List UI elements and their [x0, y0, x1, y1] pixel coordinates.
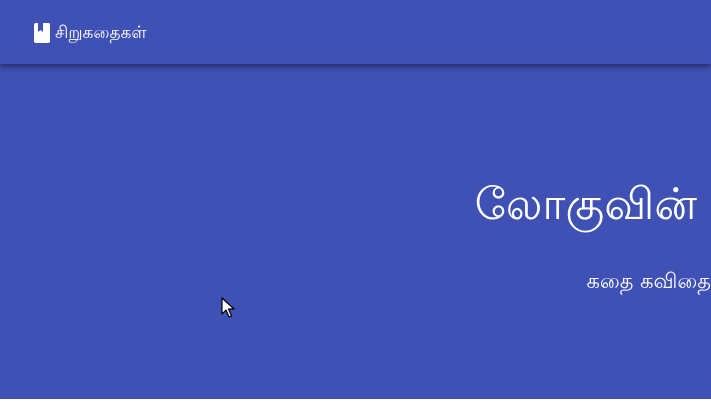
brand-label: சிறுகதைகள் [55, 23, 147, 43]
brand-link[interactable] [33, 21, 147, 45]
top-navbar [0, 0, 711, 64]
mouse-pointer-icon [221, 297, 235, 319]
hero-subtitle: கதை கவிதை [586, 269, 711, 293]
hero-title: லோகுவின் [474, 179, 697, 230]
book-icon [33, 22, 51, 44]
